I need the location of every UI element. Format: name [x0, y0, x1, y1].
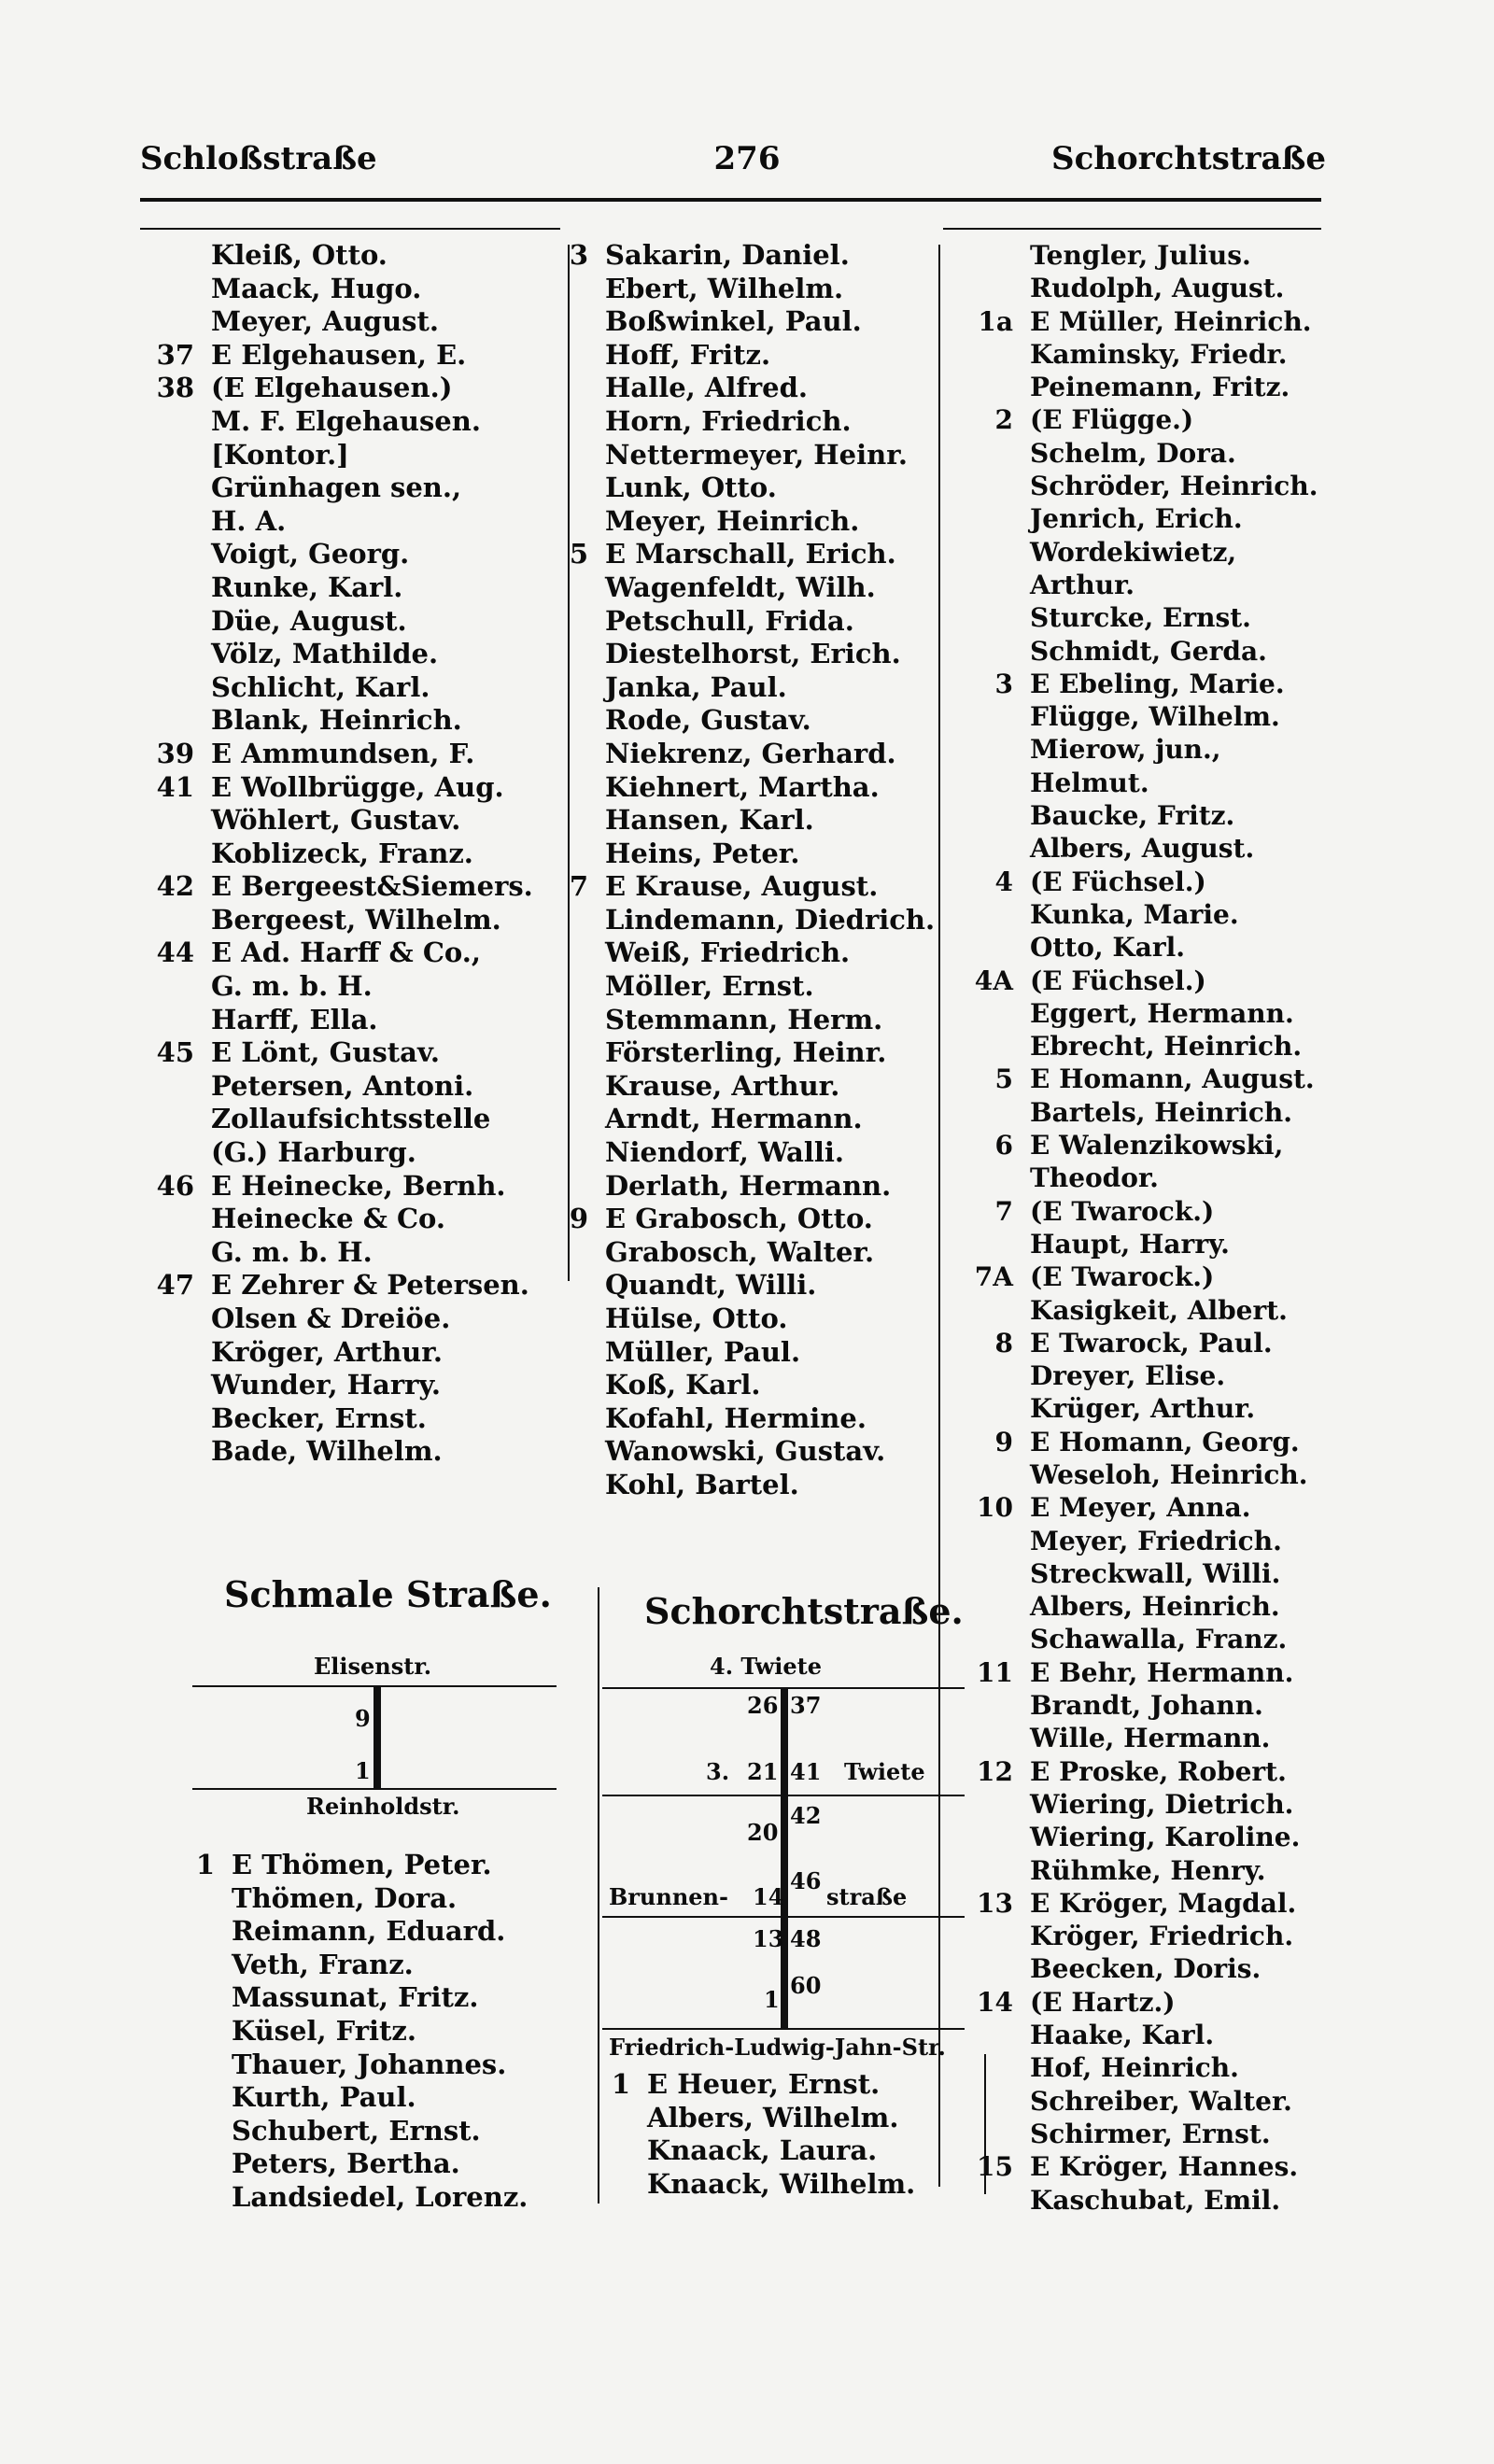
- resident-name: E Ebeling, Marie.: [1030, 668, 1285, 699]
- schmale-street-bar: [374, 1685, 381, 1788]
- resident-name: Bergeest, Wilhelm.: [211, 903, 501, 936]
- schmale-strasse-title: Schmale Straße.: [224, 1573, 552, 1615]
- house-number: 15: [977, 2151, 1013, 2183]
- resident-name: Albers, Heinrich.: [1030, 1591, 1280, 1623]
- house-number: 1: [195, 1849, 215, 1880]
- resident-name: Wanowski, Gustav.: [605, 1435, 886, 1468]
- resident-name: Grabosch, Walter.: [605, 1235, 875, 1268]
- resident-name: Nettermeyer, Heinr.: [605, 438, 908, 471]
- resident-name: E Ammundsen, F.: [211, 737, 475, 769]
- resident-name: (E Hartz.): [1030, 1986, 1176, 2018]
- resident-name: E Wollbrügge, Aug.: [211, 770, 504, 803]
- resident-name: Rühmke, Henry.: [1030, 1854, 1266, 1886]
- resident-name: Meyer, August.: [211, 305, 439, 338]
- house-number: 44: [156, 936, 194, 969]
- resident-name: Müller, Paul.: [605, 1335, 801, 1368]
- resident-name: Wöhlert, Gustav.: [211, 804, 461, 837]
- resident-name: G. m. b. H.: [211, 1235, 373, 1268]
- resident-name: Völz, Mathilde.: [211, 638, 439, 670]
- resident-name: Mierow, jun.,: [1030, 734, 1221, 766]
- house-number: 7: [569, 870, 588, 903]
- resident-name: (E Twarock.): [1030, 1195, 1215, 1227]
- resident-name: Thömen, Dora.: [232, 1881, 458, 1914]
- schorcht-right-number: 46: [790, 1867, 822, 1894]
- resident-name: Schirmer, Ernst.: [1030, 2118, 1271, 2149]
- schorcht-left-number: 20: [747, 1819, 779, 1846]
- resident-name: Schawalla, Franz.: [1030, 1624, 1288, 1655]
- resident-name: Harff, Ella.: [211, 1003, 378, 1035]
- schorcht-left-number: 1: [764, 1986, 780, 2013]
- resident-name: Runke, Karl.: [211, 570, 403, 603]
- resident-name: Knaack, Laura.: [647, 2134, 878, 2167]
- house-number: 42: [156, 870, 194, 903]
- resident-name: E Grabosch, Otto.: [605, 1203, 873, 1235]
- house-number: 11: [977, 1656, 1013, 1688]
- header-right-street: Schorchtstraße: [1051, 140, 1326, 177]
- resident-name: E Thömen, Peter.: [232, 1849, 492, 1880]
- resident-name: Schubert, Ernst.: [232, 2114, 481, 2147]
- resident-name: Beecken, Doris.: [1030, 1953, 1261, 1985]
- resident-name: Düe, August.: [211, 604, 407, 637]
- resident-name: Eggert, Hermann.: [1030, 997, 1294, 1029]
- house-number: 6: [994, 1130, 1013, 1162]
- resident-name: Albers, August.: [1030, 833, 1255, 865]
- resident-name: Haake, Karl.: [1030, 2020, 1215, 2051]
- resident-name: Quandt, Willi.: [605, 1269, 817, 1302]
- resident-name: Kröger, Arthur.: [211, 1335, 443, 1368]
- house-number: 39: [156, 737, 194, 769]
- resident-name: Horn, Friedrich.: [605, 404, 852, 437]
- resident-name: Veth, Franz.: [232, 1948, 414, 1980]
- resident-name: E Heinecke, Bernh.: [211, 1169, 506, 1202]
- resident-name: Blank, Heinrich.: [211, 704, 462, 737]
- resident-name: [Kontor.]: [211, 438, 349, 471]
- schorcht-left-number: 13: [753, 1925, 784, 1952]
- house-number: 5: [569, 538, 588, 570]
- resident-name: Theodor.: [1030, 1162, 1159, 1194]
- resident-name: Sakarin, Daniel.: [605, 239, 850, 271]
- resident-name: H. A.: [211, 504, 287, 537]
- schorcht-twiete3-prefix: 3.: [706, 1758, 730, 1785]
- resident-name: Schelm, Dora.: [1030, 437, 1236, 469]
- resident-name: Bartels, Heinrich.: [1030, 1096, 1293, 1128]
- resident-name: (E Twarock.): [1030, 1261, 1215, 1293]
- resident-name: Wordekiwietz,: [1030, 536, 1237, 568]
- resident-name: Kröger, Friedrich.: [1030, 1921, 1294, 1952]
- resident-name: Kohl, Bartel.: [605, 1468, 799, 1500]
- house-number: 9: [569, 1203, 588, 1235]
- schorcht-line-twiete3: [602, 1795, 965, 1796]
- house-number: 14: [977, 1986, 1013, 2018]
- resident-name: E Kröger, Magdal.: [1030, 1887, 1297, 1919]
- resident-name: Grünhagen sen.,: [211, 472, 462, 504]
- resident-name: Stemmann, Herm.: [605, 1003, 883, 1035]
- resident-name: Rode, Gustav.: [605, 704, 811, 737]
- resident-name: Schmidt, Gerda.: [1030, 635, 1267, 667]
- resident-name: Koblizeck, Franz.: [211, 837, 473, 869]
- house-number: 4A: [974, 964, 1013, 996]
- resident-name: (E Füchsel.): [1030, 866, 1206, 897]
- resident-name: Wille, Hermann.: [1030, 1723, 1271, 1754]
- resident-name: Meyer, Friedrich.: [1030, 1525, 1282, 1556]
- house-number: 46: [156, 1169, 194, 1202]
- resident-name: E Marschall, Erich.: [605, 538, 896, 570]
- resident-name: Kasigkeit, Albert.: [1030, 1294, 1288, 1326]
- resident-name: (E Füchsel.): [1030, 964, 1206, 996]
- house-number: 8: [994, 1327, 1013, 1359]
- column-divider-3: [598, 1587, 599, 2204]
- schorchtstrasse-title: Schorchtstraße.: [644, 1590, 964, 1632]
- resident-name: (E Flügge.): [1030, 404, 1194, 436]
- house-number: 7: [994, 1195, 1013, 1227]
- schmale-bottom-street: Reinholdstr.: [306, 1793, 460, 1820]
- resident-name: Heins, Peter.: [605, 837, 800, 869]
- resident-name: Rudolph, August.: [1030, 273, 1285, 304]
- resident-name: Arndt, Hermann.: [605, 1103, 863, 1135]
- resident-name: Krüger, Arthur.: [1030, 1393, 1256, 1425]
- house-number: 38: [156, 372, 194, 404]
- resident-name: Landsiedel, Lorenz.: [232, 2180, 529, 2213]
- schorcht-right-number: 48: [790, 1925, 822, 1952]
- resident-name: Knaack, Wilhelm.: [647, 2167, 916, 2200]
- schorcht-right-number: 41: [790, 1758, 822, 1785]
- resident-name: Schröder, Heinrich.: [1030, 471, 1318, 502]
- resident-name: Möller, Ernst.: [605, 970, 814, 1003]
- resident-name: Niekrenz, Gerhard.: [605, 737, 896, 769]
- resident-name: Lindemann, Diedrich.: [605, 903, 936, 936]
- resident-name: Otto, Karl.: [1030, 932, 1186, 964]
- resident-name: E Heuer, Ernst.: [647, 2068, 881, 2100]
- resident-name: Bade, Wilhelm.: [211, 1435, 443, 1468]
- resident-name: Derlath, Hermann.: [605, 1169, 892, 1202]
- house-number: 4: [994, 866, 1013, 897]
- resident-name: Dreyer, Elise.: [1030, 1360, 1226, 1392]
- house-number: 1a: [978, 305, 1013, 337]
- resident-name: E Homann, August.: [1030, 1063, 1315, 1095]
- resident-name: Kiehnert, Martha.: [605, 770, 880, 803]
- page-number: 276: [713, 140, 781, 177]
- resident-name: Ebert, Wilhelm.: [605, 272, 844, 304]
- resident-name: Zollaufsichtsstelle: [211, 1103, 491, 1135]
- resident-name: Koß, Karl.: [605, 1369, 761, 1401]
- resident-name: Weseloh, Heinrich.: [1030, 1458, 1308, 1490]
- resident-name: Diestelhorst, Erich.: [605, 638, 901, 670]
- schorcht-right-number: 60: [790, 1972, 822, 1999]
- schorcht-brunnen-left: Brunnen-: [609, 1883, 728, 1910]
- schorcht-top-street: 4. Twiete: [710, 1653, 823, 1680]
- header-left-street: Schloßstraße: [140, 140, 377, 177]
- resident-name: (G.) Harburg.: [211, 1136, 416, 1169]
- resident-name: Lunk, Otto.: [605, 472, 777, 504]
- resident-name: E Meyer, Anna.: [1030, 1492, 1251, 1524]
- resident-name: Albers, Wilhelm.: [647, 2101, 899, 2133]
- resident-name: Streckwall, Willi.: [1030, 1557, 1281, 1589]
- resident-name: Becker, Ernst.: [211, 1401, 427, 1434]
- header-rule: [140, 198, 1321, 202]
- resident-name: Kunka, Marie.: [1030, 898, 1239, 930]
- resident-name: Baucke, Fritz.: [1030, 800, 1235, 832]
- resident-name: E Krause, August.: [605, 870, 879, 903]
- house-number: 41: [156, 770, 194, 803]
- resident-name: E Behr, Hermann.: [1030, 1656, 1294, 1688]
- house-number: 3: [994, 668, 1013, 699]
- schmale-bottom-line: [192, 1788, 557, 1790]
- resident-name: Maack, Hugo.: [211, 272, 422, 304]
- resident-name: Kleiß, Otto.: [211, 239, 388, 271]
- schorcht-line-brunnen: [602, 1916, 965, 1918]
- resident-name: Kaminsky, Friedr.: [1030, 338, 1288, 370]
- resident-name: E Twarock, Paul.: [1030, 1327, 1273, 1359]
- column-divider-1: [568, 245, 570, 1281]
- resident-name: Petersen, Antoni.: [211, 1069, 474, 1102]
- resident-name: Tengler, Julius.: [1030, 240, 1251, 271]
- schorcht-bottom-street: Friedrich-Ludwig-Jahn-Str.: [609, 2034, 946, 2061]
- resident-name: Kurth, Paul.: [232, 2081, 416, 2114]
- schorcht-left-number: 14: [753, 1883, 784, 1910]
- resident-name: Krause, Arthur.: [605, 1069, 840, 1102]
- schorcht-left-number: 21: [747, 1758, 779, 1785]
- resident-name: (E Elgehausen.): [211, 372, 453, 404]
- resident-name: Kofahl, Hermine.: [605, 1401, 867, 1434]
- resident-name: Weiß, Friedrich.: [605, 936, 851, 969]
- resident-name: Janka, Paul.: [605, 670, 787, 703]
- house-number: 47: [156, 1269, 194, 1302]
- resident-name: Hof, Heinrich.: [1030, 2052, 1239, 2084]
- house-number: 10: [977, 1492, 1013, 1524]
- header-rule-thin: [140, 228, 560, 230]
- house-number: 13: [977, 1887, 1013, 1919]
- house-number: 45: [156, 1036, 194, 1069]
- resident-name: Olsen & Dreiöe.: [211, 1302, 451, 1334]
- resident-name: E Kröger, Hannes.: [1030, 2151, 1299, 2183]
- house-number: 5: [994, 1063, 1013, 1095]
- schorcht-twiete3-suffix: Twiete: [844, 1758, 925, 1785]
- schorcht-street-bar: [781, 1687, 788, 2028]
- resident-name: Wunder, Harry.: [211, 1369, 442, 1401]
- resident-name: E Homann, Georg.: [1030, 1426, 1300, 1457]
- resident-name: Massunat, Fritz.: [232, 1981, 479, 2014]
- header-rule-thin-right: [943, 228, 1321, 230]
- resident-name: Brandt, Johann.: [1030, 1690, 1263, 1722]
- schorcht-line-bottom: [602, 2028, 965, 2030]
- resident-name: Halle, Alfred.: [605, 372, 808, 404]
- resident-name: M. F. Elgehausen.: [211, 404, 481, 437]
- resident-name: Hoff, Fritz.: [605, 338, 771, 371]
- resident-name: Kaschubat, Emil.: [1030, 2184, 1281, 2216]
- resident-name: E Walenzikowski,: [1030, 1130, 1284, 1162]
- resident-name: Flügge, Wilhelm.: [1030, 701, 1280, 733]
- house-number: 9: [994, 1426, 1013, 1457]
- schorcht-right-number: 37: [790, 1692, 822, 1719]
- resident-name: Reimann, Eduard.: [232, 1915, 506, 1948]
- resident-name: Wiering, Dietrich.: [1030, 1788, 1294, 1820]
- house-number: 7A: [974, 1261, 1013, 1293]
- resident-name: Hülse, Otto.: [605, 1302, 788, 1334]
- resident-name: Heinecke & Co.: [211, 1203, 445, 1235]
- resident-name: Försterling, Heinr.: [605, 1036, 887, 1069]
- resident-name: Peinemann, Fritz.: [1030, 372, 1290, 403]
- resident-name: E Lönt, Gustav.: [211, 1036, 440, 1069]
- resident-name: E Müller, Heinrich.: [1030, 305, 1312, 337]
- resident-name: Voigt, Georg.: [211, 538, 410, 570]
- resident-name: Ebrecht, Heinrich.: [1030, 1031, 1303, 1063]
- resident-name: Schreiber, Walter.: [1030, 2085, 1292, 2117]
- resident-name: E Zehrer & Petersen.: [211, 1269, 529, 1302]
- schmale-number-9: 9: [355, 1705, 371, 1732]
- house-number: 12: [977, 1755, 1013, 1787]
- resident-name: Meyer, Heinrich.: [605, 504, 860, 537]
- resident-name: Jenrich, Erich.: [1030, 503, 1243, 535]
- resident-name: Wiering, Karoline.: [1030, 1822, 1301, 1853]
- schmale-number-1: 1: [355, 1757, 371, 1784]
- resident-name: Helmut.: [1030, 767, 1149, 798]
- house-number: 2: [994, 404, 1013, 436]
- resident-name: E Bergeest&Siemers.: [211, 870, 533, 903]
- resident-name: E Proske, Robert.: [1030, 1755, 1287, 1787]
- house-number: 1: [611, 2068, 630, 2100]
- resident-name: E Ad. Harff & Co.,: [211, 936, 481, 969]
- resident-name: Hansen, Karl.: [605, 804, 814, 837]
- schorcht-left-number: 26: [747, 1692, 779, 1719]
- schorcht-right-number: 42: [790, 1802, 822, 1829]
- resident-name: Peters, Bertha.: [232, 2147, 460, 2180]
- resident-name: Niendorf, Walli.: [605, 1136, 844, 1169]
- resident-name: Sturcke, Ernst.: [1030, 602, 1251, 634]
- resident-name: Küsel, Fritz.: [232, 2014, 416, 2047]
- resident-name: Thauer, Johannes.: [232, 2048, 507, 2080]
- resident-name: Boßwinkel, Paul.: [605, 305, 862, 338]
- house-number: 3: [569, 239, 588, 271]
- resident-name: Wagenfeldt, Wilh.: [605, 570, 876, 603]
- resident-name: G. m. b. H.: [211, 970, 373, 1003]
- house-number: 37: [156, 338, 194, 371]
- schorcht-brunnen-right: straße: [826, 1883, 908, 1910]
- resident-name: Schlicht, Karl.: [211, 670, 430, 703]
- resident-name: Petschull, Frida.: [605, 604, 854, 637]
- resident-name: E Elgehausen, E.: [211, 338, 467, 371]
- resident-name: Haupt, Harry.: [1030, 1228, 1230, 1260]
- resident-name: Arthur.: [1030, 569, 1135, 600]
- schmale-top-street: Elisenstr.: [314, 1653, 432, 1680]
